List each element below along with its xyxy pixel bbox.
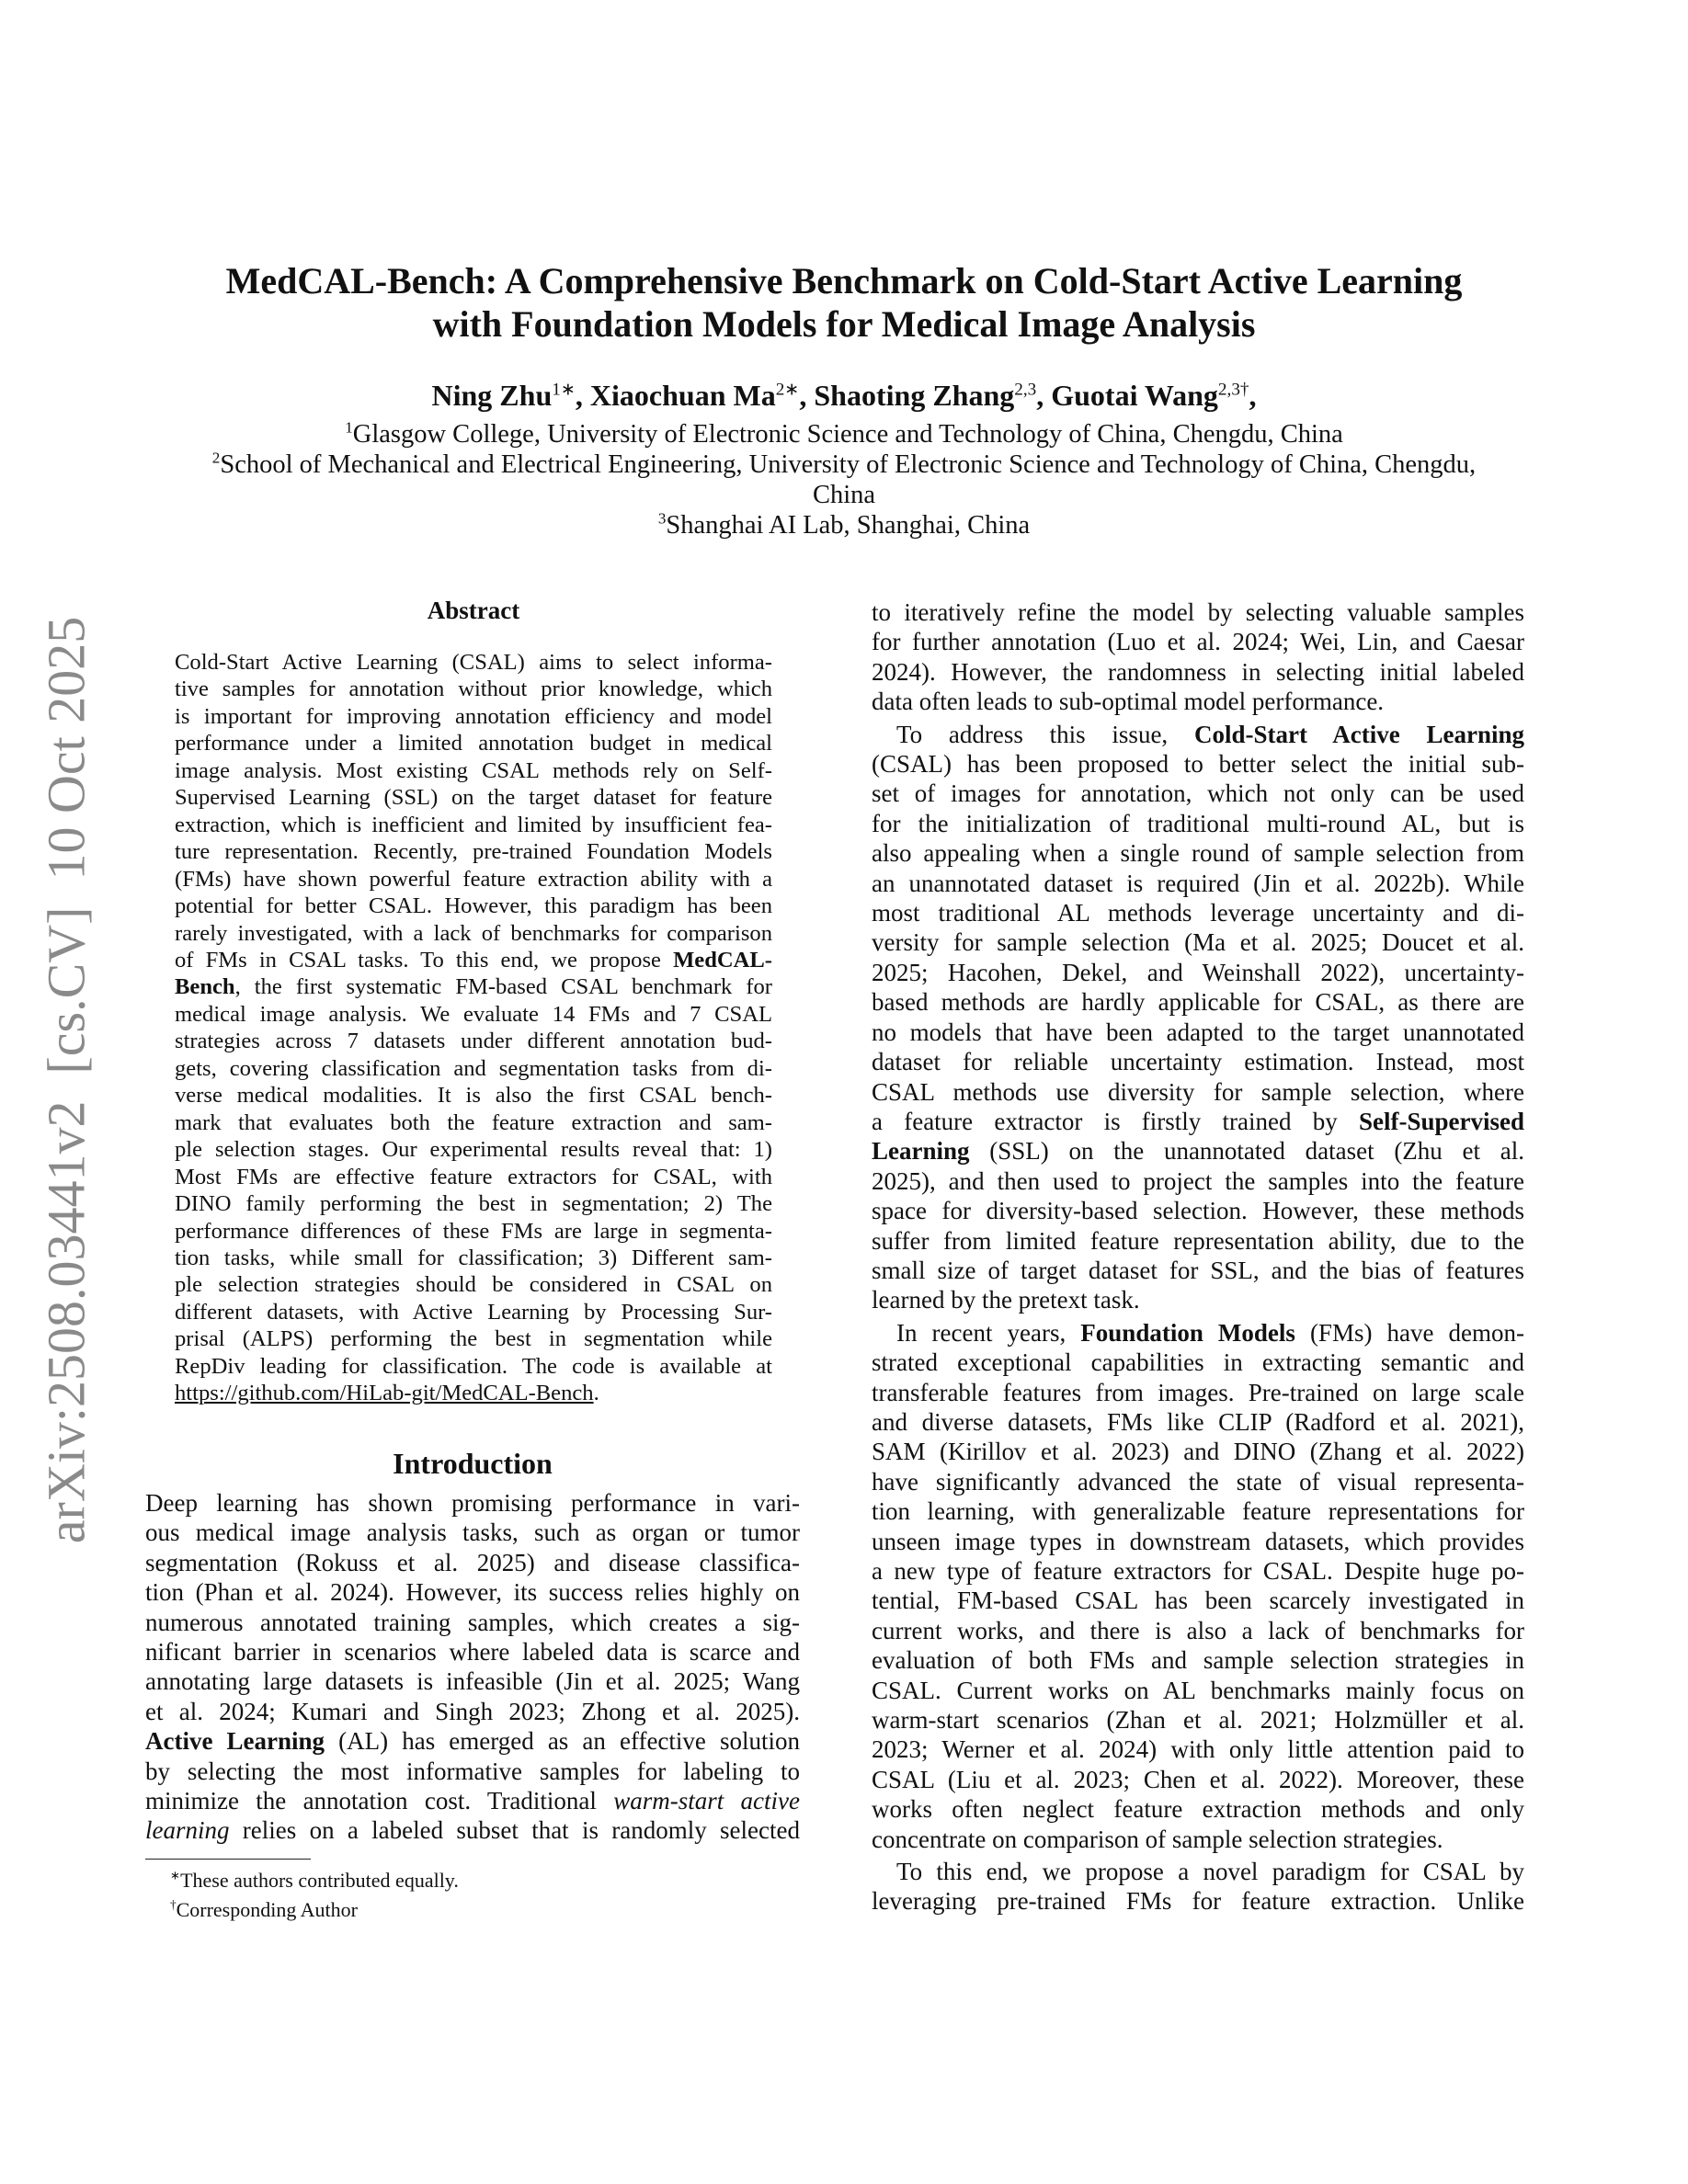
affiliation-text: China: [812, 481, 876, 509]
text-line: Cold-Start Active Learning (CSAL) aims to select informa-: [175, 650, 772, 675]
text-line: [872, 1318, 1524, 1348]
text-line: ple selection stages. Our experimental results reveal that: 1): [175, 1137, 772, 1163]
footnote: [170, 1895, 459, 1925]
text-line: 2023; Werner et al. 2024) with only little attention paid to: [872, 1735, 1524, 1764]
affiliation-text: School of Mechanical and Electrical Engineering, University of Electronic Science and Technology of China, Chengdu,: [220, 450, 1477, 479]
text-line: is important for improving annotation efficiency and model: [175, 703, 772, 729]
text-line: prisal (ALPS) performing the best in segmentation while: [175, 1326, 772, 1352]
paragraph: [872, 720, 1524, 1315]
text-line: transferable features from images. Pre-trained on large scale: [872, 1378, 1524, 1406]
text-segment: of FMs in CSAL tasks. To this end, we propose: [175, 947, 674, 973]
bold-term: Cold-Start Active Learning: [1193, 720, 1524, 748]
author-name: Xiaochuan Ma: [589, 379, 776, 412]
affiliation-text: Shanghai AI Lab, Shanghai, China: [666, 511, 1031, 540]
text-segment: (AL) has emerged as an effective solution: [325, 1727, 800, 1756]
paragraph: [145, 1488, 800, 1846]
text-line: to iteratively refine the model by selecting valuable samples: [872, 598, 1524, 626]
text-line: extraction, which is inefficient and limited by insufficient fea-: [175, 812, 772, 837]
text-line: [175, 947, 772, 973]
arxiv-identifier-stamp: arXiv:2508.03441v2 [cs.CV] 10 Oct 2025: [36, 616, 97, 1544]
text-line: numerous annotated training samples, which creates a sig-: [145, 1608, 800, 1636]
text-line: mark that evaluates both the feature extraction and sam-: [175, 1109, 772, 1135]
bold-term: Self-Supervised: [1358, 1107, 1524, 1135]
bold-term: Bench: [175, 974, 235, 1000]
text-line: [145, 1726, 800, 1756]
code-repository-link[interactable]: https://github.com/HiLab-git/MedCAL-Bench: [175, 1381, 594, 1406]
text-line: 2025; Hacohen, Dekel, and Weinshall 2022), uncertainty-: [872, 958, 1524, 986]
text-line: space for diversity-based selection. However, these methods: [872, 1197, 1524, 1225]
text-line: Most FMs are effective feature extractors for CSAL, with: [175, 1164, 772, 1189]
text-line: tive samples for annotation without prior knowledge, which: [175, 677, 772, 702]
footnote-text: These authors contributed equally.: [180, 1869, 459, 1892]
text-line: works often neglect feature extraction methods and only: [872, 1795, 1524, 1824]
affiliation: [0, 480, 1688, 510]
author-affiliation-mark: 2,3†: [1217, 380, 1249, 400]
text-line: potential for better CSAL. However, this paradigm has been: [175, 893, 772, 919]
abstract-body: [175, 649, 772, 1407]
text-line: based methods are hardly applicable for CSAL, as there are: [872, 988, 1524, 1017]
text-line: SAM (Kirillov et al. 2023) and DINO (Zhang et al. 2022): [872, 1438, 1524, 1466]
affiliation-mark: 1: [345, 418, 353, 437]
text-line: annotating large datasets is infeasible (Jin et al. 2025; Wang: [145, 1667, 800, 1696]
text-line: 2024). However, the randomness in selecting initial labeled: [872, 657, 1524, 686]
text-line: for the initialization of traditional multi-round AL, but is: [872, 809, 1524, 837]
text-line: ple selection strategies should be considered in CSAL on: [175, 1272, 772, 1298]
abstract-heading: Abstract: [427, 597, 520, 624]
text-line: To this end, we propose a novel paradigm for CSAL by: [896, 1858, 1524, 1886]
introduction-right-column: [872, 597, 1524, 1919]
bold-term: Foundation Models: [1080, 1318, 1295, 1347]
text-segment: relies on a labeled subset that is randomly selected: [229, 1816, 800, 1845]
text-line: a new type of feature extractors for CSAL. Despite huge po-: [872, 1557, 1524, 1585]
bold-term: Active Learning: [145, 1727, 325, 1756]
affiliation: [0, 510, 1688, 540]
text-line: suffer from limited feature representation ability, due to the: [872, 1226, 1524, 1255]
author-name: Shaoting Zhang: [814, 379, 1015, 412]
text-line: by selecting the most informative samples for labeling to: [145, 1757, 800, 1785]
author-name: Ning Zhu: [431, 379, 553, 412]
text-segment: minimize the annotation cost. Traditional: [145, 1787, 614, 1815]
text-line: unseen image types in downstream datasets, which provides: [872, 1527, 1524, 1555]
paper-title: [0, 259, 1688, 346]
text-line: [872, 1136, 1524, 1166]
text-line: performance differences of these FMs are large in segmenta-: [175, 1218, 772, 1244]
affiliation: [0, 449, 1688, 480]
text-line: segmentation (Rokuss et al. 2025) and disease classifica-: [145, 1548, 800, 1576]
text-line: [145, 1815, 800, 1845]
text-segment: In recent years,: [896, 1318, 1081, 1347]
text-line: gets, covering classification and segmentation tasks from di-: [175, 1055, 772, 1081]
text-line: no models that have been adapted to the target unannotated: [872, 1018, 1524, 1046]
text-line: an unannotated dataset is required (Jin et al. 2022b). While: [872, 869, 1524, 897]
text-line: tion learning, with generalizable feature representations for: [872, 1497, 1524, 1526]
footnotes: [170, 1866, 459, 1925]
text-line: different datasets, with Active Learning by Processing Sur-: [175, 1299, 772, 1325]
footnote: [170, 1866, 459, 1895]
bold-term: Learning: [872, 1137, 970, 1166]
text-line: and diverse datasets, FMs like CLIP (Radford et al. 2021),: [872, 1407, 1524, 1436]
text-line: (CSAL) has been proposed to better select the initial sub-: [872, 750, 1524, 779]
affiliation: [0, 419, 1688, 449]
text-line: data often leads to sub-optimal model performance.: [872, 688, 1385, 716]
text-line: strated exceptional capabilities in extracting semantic and: [872, 1348, 1524, 1377]
text-line: et al. 2024; Kumari and Singh 2023; Zhong et al. 2025).: [145, 1697, 800, 1725]
text-segment: a feature extractor is firstly trained by: [872, 1107, 1359, 1135]
text-line: RepDiv leading for classification. The code is available at: [175, 1353, 772, 1379]
paragraph: [872, 597, 1524, 717]
affiliations: [0, 419, 1688, 540]
text-line: Deep learning has shown promising performance in vari-: [145, 1489, 800, 1517]
text-line: CSAL. Current works on AL benchmarks mainly focus on: [872, 1676, 1524, 1704]
title-line-2: with Foundation Models for Medical Image Analysis: [432, 303, 1256, 345]
author-affiliation-mark: 2∗: [775, 380, 800, 400]
text-line: image analysis. Most existing CSAL methods rely on Self-: [175, 757, 772, 783]
text-line: [175, 1380, 772, 1406]
text-line: concentrate on comparison of sample selection strategies.: [872, 1825, 1443, 1853]
text-line: tential, FM-based CSAL has been scarcely investigated in: [872, 1587, 1524, 1615]
author-name: Guotai Wang: [1051, 379, 1218, 412]
text-segment: .: [593, 1381, 599, 1406]
text-line: set of images for annotation, which not only can be used: [872, 779, 1524, 808]
text-line: (FMs) have shown powerful feature extraction ability with a: [175, 866, 772, 892]
introduction-left-column: [145, 1488, 800, 1846]
footnote-mark: †: [170, 1897, 177, 1912]
text-line: evaluation of both FMs and sample selection strategies in: [872, 1646, 1524, 1675]
paragraph: [872, 1857, 1524, 1917]
title-line-1: MedCAL-Bench: A Comprehensive Benchmark on Cold-Start Active Learning: [225, 260, 1463, 301]
author-list: Ning Zhu$^{1∗}$, Xiaochuan $Ma^{2∗}$, Shaoting Zhang$^{2,3}$, Guotai Wang$^{2,3\dagger}$,: [431, 379, 1257, 412]
text-line: tion (Phan et al. 2024). However, its success relies highly on: [145, 1578, 800, 1607]
footnote-divider: [145, 1859, 311, 1860]
text-line: CSAL methods use diversity for sample selection, where: [872, 1077, 1524, 1106]
text-line: current works, and there is also a lack of benchmarks for: [872, 1616, 1524, 1644]
text-line: most traditional AL methods leverage uncertainty and di-: [872, 899, 1524, 927]
footnote-mark: ∗: [170, 1868, 181, 1883]
text-line: medical image analysis. We evaluate 14 FMs and 7 CSAL: [175, 1001, 772, 1027]
text-segment: (SSL) on the unannotated dataset (Zhu et al.: [969, 1137, 1524, 1166]
author-affiliation-mark: 1∗: [552, 380, 576, 400]
text-line: [145, 1786, 800, 1815]
text-line: small size of target dataset for SSL, and the bias of features: [872, 1256, 1524, 1284]
text-line: dataset for reliable uncertainty estimation. Instead, most: [872, 1048, 1524, 1076]
italic-term: warm-start active: [613, 1787, 800, 1815]
text-segment: , the first systematic FM-based CSAL benchmark for: [234, 974, 772, 1000]
text-line: strategies across 7 datasets under different annotation bud-: [175, 1029, 772, 1054]
paragraph: [175, 649, 772, 1407]
text-line: 2025), and then used to project the samples into the feature: [872, 1166, 1524, 1195]
text-line: ous medical image analysis tasks, such as organ or tumor: [145, 1519, 800, 1547]
text-segment: To address this issue,: [896, 720, 1194, 748]
text-line: [872, 1107, 1524, 1136]
author-affiliation-mark: 2,3: [1014, 380, 1037, 400]
text-line: nificant barrier in scenarios where labeled data is scarce and: [145, 1638, 800, 1666]
text-line: performance under a limited annotation budget in medical: [175, 731, 772, 756]
text-line: [872, 720, 1524, 749]
text-line: Supervised Learning (SSL) on the target dataset for feature: [175, 785, 772, 811]
affiliation-mark: 3: [657, 509, 667, 528]
text-line: also appealing when a single round of sample selection from: [872, 839, 1524, 868]
text-line: verse medical modalities. It is also the first CSAL bench-: [175, 1083, 772, 1109]
affiliation-text: Glasgow College, University of Electronic Science and Technology of China, Chengdu, China: [352, 420, 1343, 449]
text-segment: (FMs) have demon-: [1295, 1318, 1524, 1347]
paragraph: [872, 1318, 1524, 1854]
text-line: learned by the pretext task.: [872, 1286, 1140, 1314]
footnote-text: Corresponding Author: [176, 1898, 358, 1921]
introduction-heading: Introduction: [393, 1447, 553, 1480]
text-line: rarely investigated, with a lack of benchmarks for comparison: [175, 920, 772, 946]
text-line: DINO family performing the best in segmentation; 2) The: [175, 1191, 772, 1217]
text-line: for further annotation (Luo et al. 2024; Wei, Lin, and Caesar: [872, 628, 1524, 656]
text-line: versity for sample selection (Ma et al. 2025; Doucet et al.: [872, 928, 1524, 957]
text-line: tion tasks, while small for classification; 3) Different sam-: [175, 1245, 772, 1270]
text-line: warm-start scenarios (Zhan et al. 2021; Holzmüller et al.: [872, 1706, 1524, 1735]
affiliation-mark: 2: [211, 449, 221, 467]
italic-term: learning: [145, 1816, 230, 1845]
text-line: ture representation. Recently, pre-trained Foundation Models: [175, 839, 772, 865]
text-line: CSAL (Liu et al. 2023; Chen et al. 2022). Moreover, these: [872, 1765, 1524, 1793]
text-line: leveraging pre-trained FMs for feature extraction. Unlike: [872, 1887, 1524, 1916]
text-line: have significantly advanced the state of visual representa-: [872, 1467, 1524, 1496]
bold-term: MedCAL-: [673, 947, 772, 973]
text-line: [175, 973, 772, 1000]
